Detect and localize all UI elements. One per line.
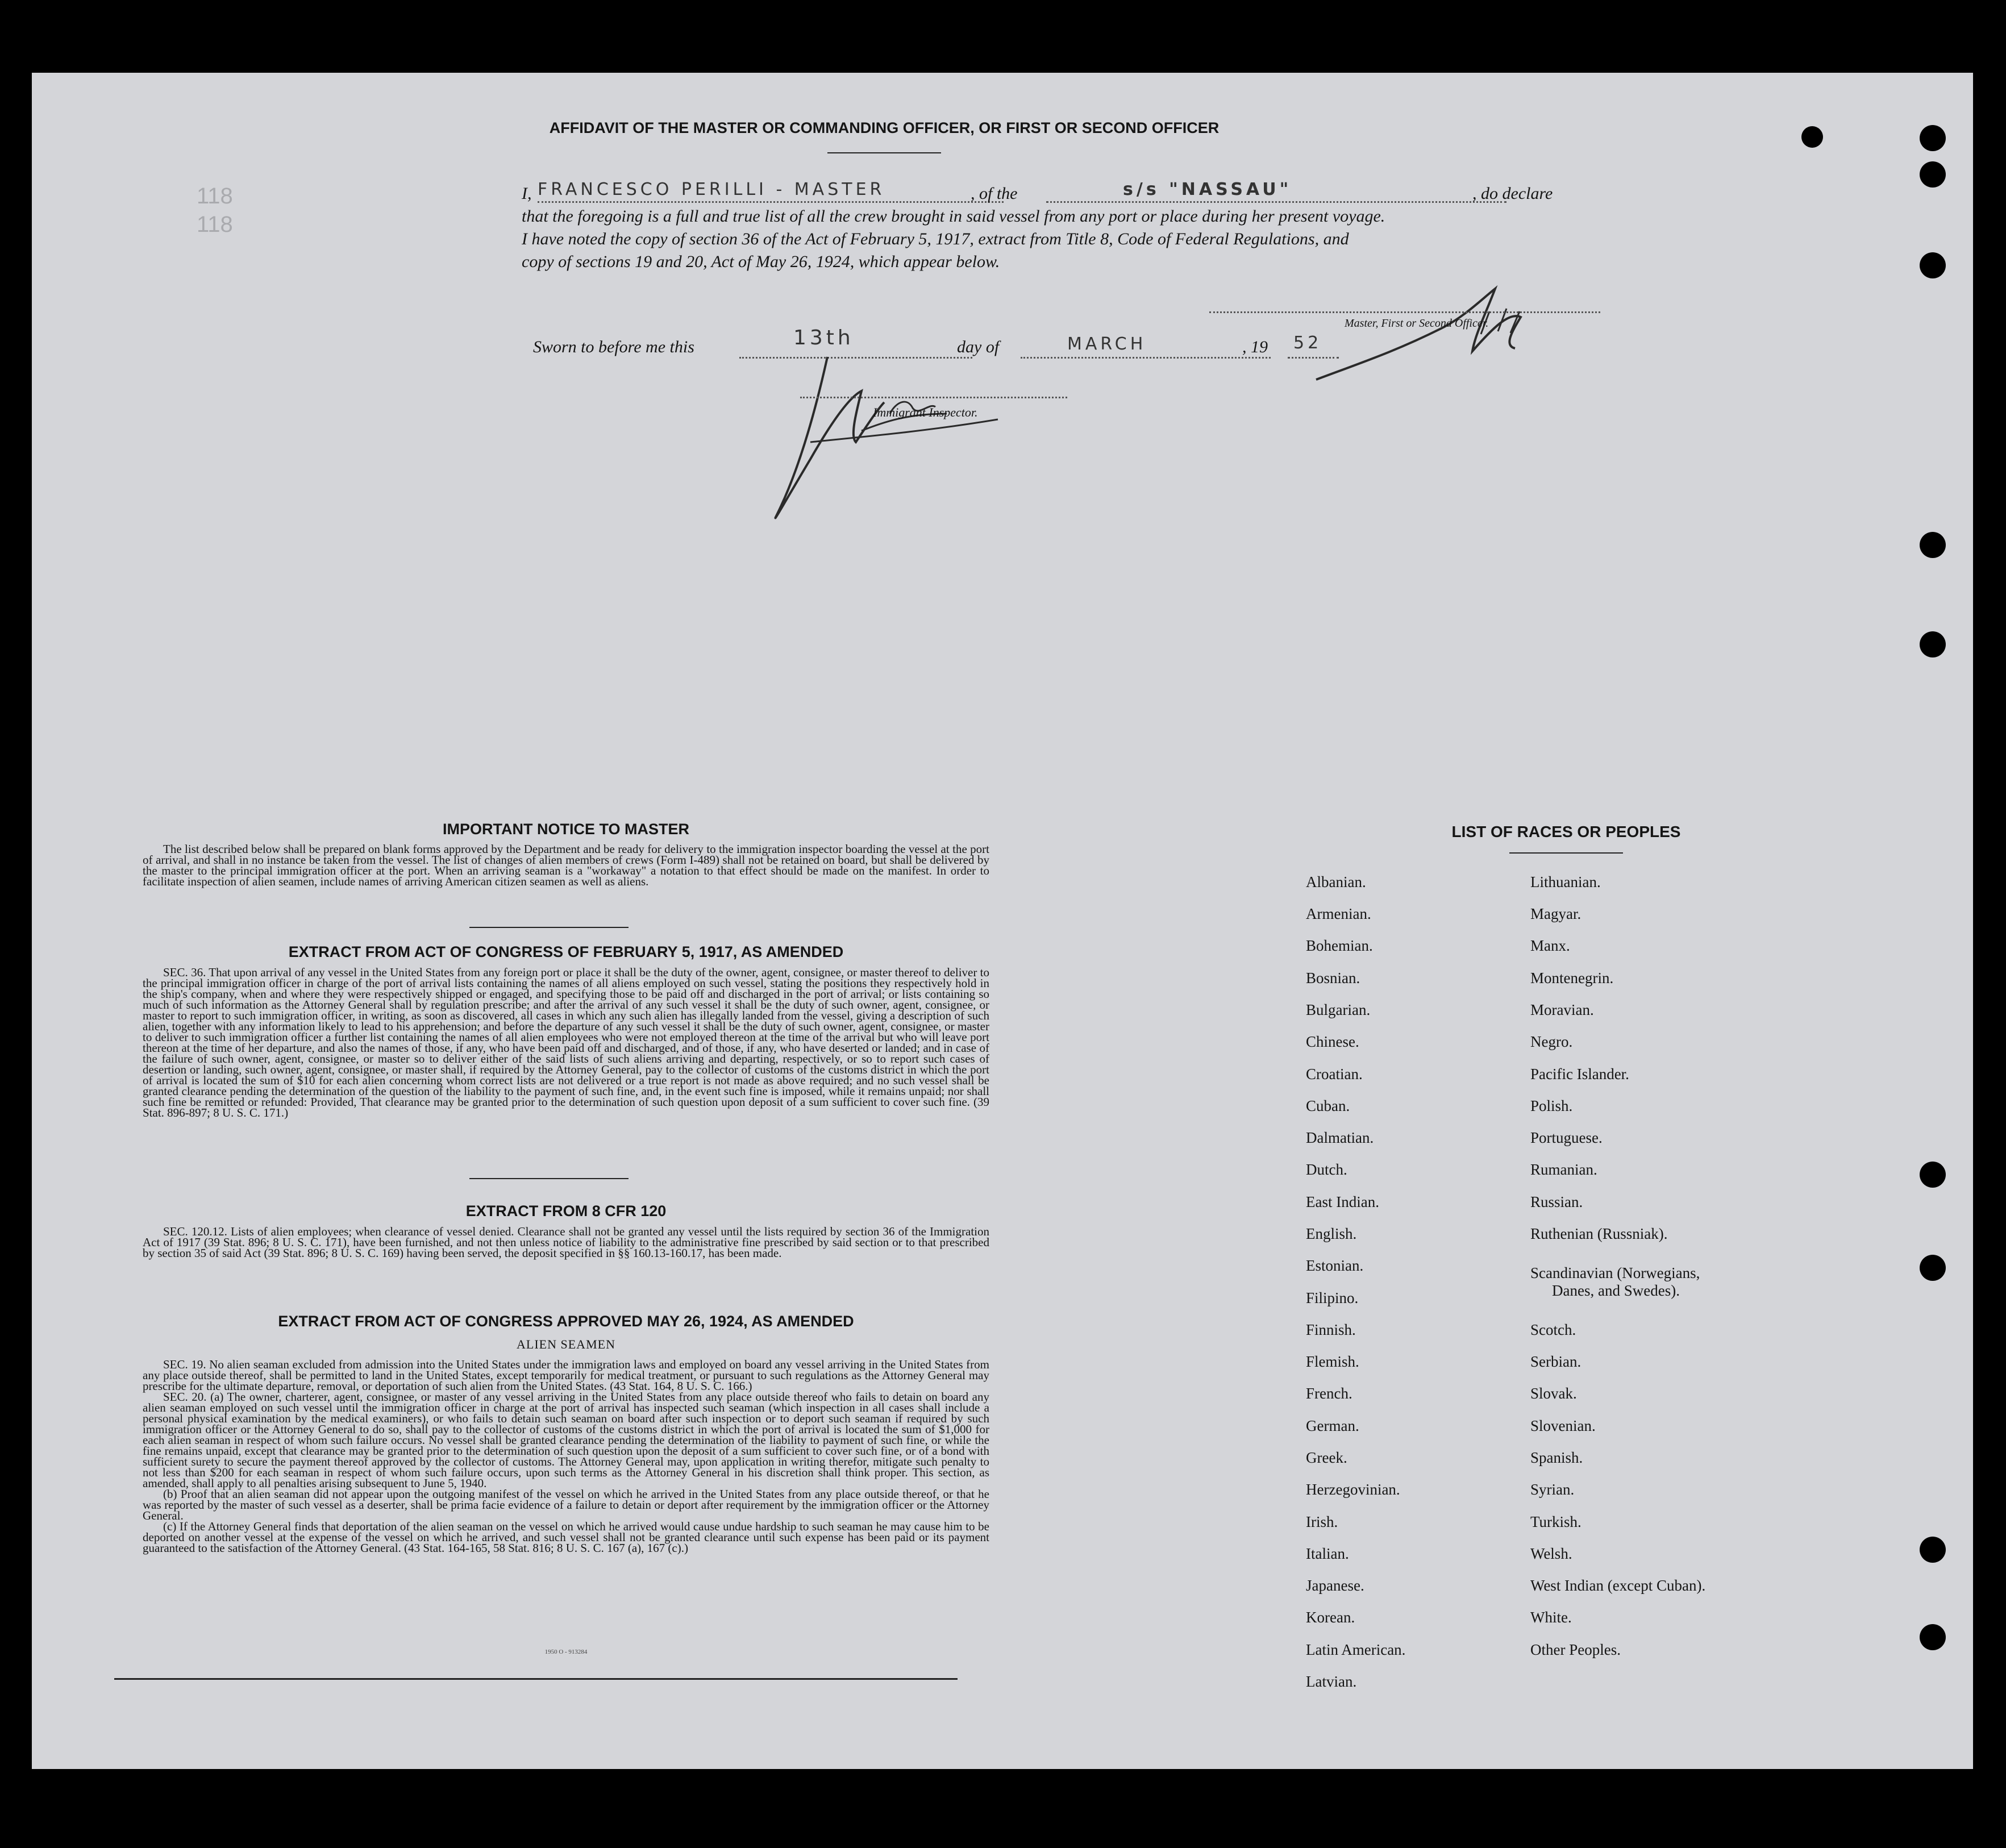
race-item: English.: [1306, 1225, 1357, 1242]
race-item: Japanese.: [1306, 1577, 1364, 1594]
extract-1924-text: [143, 1359, 989, 1554]
race-item: Latin American.: [1306, 1641, 1406, 1658]
year-prefix: , 19: [1242, 338, 1268, 356]
race-item: Ruthenian (Russniak).: [1530, 1225, 1668, 1242]
punch-hole: [1920, 1624, 1946, 1650]
races-title: LIST OF RACES OR PEOPLES: [1451, 823, 1681, 840]
race-item: Scotch.: [1530, 1321, 1576, 1338]
punch-hole: [1920, 125, 1946, 151]
race-item: Russian.: [1530, 1193, 1583, 1210]
bottom-rule: [114, 1678, 958, 1680]
race-item: White.: [1530, 1609, 1572, 1626]
master-name: FRANCESCO PERILLI - MASTER: [538, 180, 885, 199]
race-item: Negro.: [1530, 1033, 1573, 1050]
print-code: 1950 O - 913284: [544, 1649, 588, 1655]
race-item: Danes, and Swedes).: [1552, 1282, 1680, 1299]
punch-hole: [1920, 1537, 1946, 1563]
race-item: Bohemian.: [1306, 937, 1373, 954]
race-item: Flemish.: [1306, 1353, 1359, 1370]
title-underline: [827, 152, 941, 153]
inspector-caption: Immigrant Inspector.: [873, 405, 978, 419]
section-20b-paragraph: (b) Proof that an alien seaman did not appear upon the outgoing manifest of the vessel on which he arrived in the United States from any place outside thereof, or that he was reported by the master of such vessel as a deserter, shall be prima facie evidence of a failure to detain or deport after requirement by the immigration officer or the Attorney General.: [143, 1487, 989, 1522]
sworn-month: MARCH: [1067, 334, 1147, 354]
races-title-underline: [1509, 852, 1623, 854]
race-item: Turkish.: [1530, 1513, 1582, 1530]
race-item: Latvian.: [1306, 1673, 1357, 1690]
sworn-label: Sworn to before me this: [533, 338, 694, 356]
race-item: Croatian.: [1306, 1065, 1363, 1083]
year-suffix: 52: [1293, 333, 1322, 353]
punch-hole: [1920, 631, 1946, 657]
race-item: Manx.: [1530, 937, 1570, 954]
sworn-month-line: [1021, 357, 1271, 359]
bleed-through-mark: 118: [197, 184, 233, 209]
race-item: Spanish.: [1530, 1449, 1583, 1466]
race-item: Albanian.: [1306, 873, 1366, 890]
sworn-day: 13th: [793, 326, 854, 349]
extract-1924-title: EXTRACT FROM ACT OF CONGRESS APPROVED MAY 26, 1924, AS AMENDED: [278, 1313, 854, 1330]
race-item: Dutch.: [1306, 1161, 1347, 1178]
punch-hole: [1920, 252, 1946, 278]
affidavit-line-4: copy of sections 19 and 20, Act of May 26, 1924, which appear below.: [522, 252, 1000, 271]
extract-1917-text: [143, 967, 989, 1118]
section-20c-paragraph: (c) If the Attorney General finds that deportation of the alien seaman on the vessel on which he arrived would cause undue hardship to such seaman he may cause him to be deported on another vessel at the expense of the vessel on which he arrived, and such vessel shall not be granted clearance until such expense has been paid or its payment guaranteed to the satisfaction of the Attorney General. (43 Stat. 164-165, 58 Stat. 816; 8 U. S. C. 167 (a), 167 (c).): [143, 1520, 989, 1555]
race-item: West Indian (except Cuban).: [1530, 1577, 1706, 1594]
race-item: Serbian.: [1530, 1353, 1582, 1370]
race-item: Chinese.: [1306, 1033, 1359, 1050]
race-item: German.: [1306, 1417, 1359, 1434]
punch-hole: [1801, 126, 1823, 148]
race-item: Magyar.: [1530, 905, 1582, 922]
race-item: Armenian.: [1306, 905, 1371, 922]
race-item: Korean.: [1306, 1609, 1355, 1626]
race-item: Rumanian.: [1530, 1161, 1597, 1178]
race-item: Herzegovinian.: [1306, 1481, 1400, 1498]
affidavit-line-3: I have noted the copy of section 36 of the Act of February 5, 1917, extract from Title 8, Code of Federal Regulations, and: [522, 230, 1349, 248]
inspector-signature: [742, 340, 1038, 533]
notice-text: [143, 844, 989, 887]
race-item: Italian.: [1306, 1545, 1349, 1562]
race-item: Pacific Islander.: [1530, 1065, 1629, 1083]
punch-hole: [1920, 161, 1946, 188]
section-120-paragraph: SEC. 120.12. Lists of alien employees; when clearance of vessel denied. Clearance shall not be granted any vessel until the lists required by section 36 of the Immigration Act of 1917 (39 Stat. 896; 8 U. S. C. 171), have been furnished, and not then unless notice of liability to the administrative fine prescribed by said section or to that prescribed by section 35 of said Act (39 Stat. 896; 8 U. S. C. 169) having been served, the deposit specified in §§ 160.13-160.17, has been made.: [143, 1225, 989, 1260]
race-item: Bulgarian.: [1306, 1001, 1371, 1018]
of-the-label: , of the: [971, 184, 1018, 203]
race-item: Greek.: [1306, 1449, 1347, 1466]
cfr-title: EXTRACT FROM 8 CFR 120: [465, 1202, 667, 1219]
notice-title: IMPORTANT NOTICE TO MASTER: [443, 821, 689, 838]
extract-1917-title: EXTRACT FROM ACT OF CONGRESS OF FEBRUARY 5, 1917, AS AMENDED: [288, 943, 844, 960]
master-name-line: [538, 201, 1004, 203]
divider-1: [469, 927, 629, 928]
affidavit-line-2: that the foregoing is a full and true list of all the crew brought in said vessel from any port or place during her present voyage.: [522, 207, 1385, 226]
race-item: Polish.: [1530, 1097, 1573, 1114]
document-page: [32, 73, 1973, 1769]
cfr-text: [143, 1226, 989, 1259]
officer-signature-line: [1209, 311, 1600, 313]
race-item: Moravian.: [1530, 1001, 1594, 1018]
notice-paragraph: The list described below shall be prepared on blank forms approved by the Department and be ready for delivery to the immigration inspector boarding the vessel at the port of arrival, and shall in no instance be taken from the vessel. The list of changes of alien members of crews (Form I-489) shall not be retained on board, but shall be delivered by the master to the principal immigration officer at the port. When an arriving seaman is a "workaway" a notation to that effect should be made on the manifest. In order to facilitate inspection of alien seamen, include names of arriving American citizen seamen as well as aliens.: [143, 842, 989, 888]
race-item: Other Peoples.: [1530, 1641, 1621, 1658]
punch-hole: [1920, 1255, 1946, 1281]
race-item: Filipino.: [1306, 1289, 1359, 1306]
race-item: Irish.: [1306, 1513, 1338, 1530]
section-20a-paragraph: SEC. 20. (a) The owner, charterer, agent, consignee, or master of any vessel arriving in the United States from any place outside thereof who fails to detain on board any alien seaman employed on such vessel until the immigration officer in charge at the port of arrival has inspected such seaman (which inspection in all cases shall include a personal physical examination by the medical examiners), or who fails to detain such seaman on board after such inspection or to deport such seaman if required by such immigration officer or the Attorney General to do so, shall pay to the collector of customs of the customs district in which the port of arrival is located the sum of $1,000 for each alien seaman in respect of whom such failure occurs. No vessel shall be granted clearance pending the determination of the liability to payment of such fine, or while the fine remains unpaid, except that clearance may be granted prior to the determination of such question upon the deposit of a sum sufficient to cover such fine, or of a bond with sufficient surety to secure the payment thereof approved by the collector of customs. The Attorney General may, upon application in writing therefor, mitigate such penalty to not less than $200 for each seaman in respect of whom such failure occurs, upon such terms as the Attorney General in his discretion shall think proper. This section, as amended, shall apply to all penalties arising subsequent to June 5, 1940.: [143, 1390, 989, 1490]
race-item: East Indian.: [1306, 1193, 1379, 1210]
race-item: Cuban.: [1306, 1097, 1350, 1114]
section-19-paragraph: SEC. 19. No alien seaman excluded from admission into the United States under the immigration laws and employed on board any vessel arriving in the United States from any place outside thereof, shall be permitted to land in the United States, except temporarily for medical treatment, or pursuant to such regulations as the Attorney General may prescribe for the ultimate departure, removal, or deportation of such alien from the United States. (43 Stat. 164, 8 U. S. C. 166.): [143, 1358, 989, 1393]
section-36-paragraph: SEC. 36. That upon arrival of any vessel in the United States from any foreign port or place it shall be the duty of the owner, agent, consignee, or master thereof to deliver to the principal immigration officer in charge of the port of arrival lists containing the names of all aliens employed on such vessel, stating the positions they respectively hold in the ship's company, when and where they were respectively shipped or engaged, and specifying those to be paid off and discharged in the port of arrival; or lists containing so much of such information as the Attorney General shall by regulation prescribe; and after the arrival of any such vessel it shall be the duty of such owner, agent, consignee, or master to report to such immigration officer, in writing, as soon as discovered, all cases in which any such alien has illegally landed from the vessel, giving a description of such alien, together with any information likely to lead to his apprehension; and before the departure of any such vessel it shall be the duty of such owner, agent, consignee, or master to deliver to such immigration officer a further list containing the names of all alien employees who were not employed thereon at the time of the arrival but who will leave port thereon at the time of her departure, and also the names of those, if any, who have been paid off and discharged, and of those, if any, who have deserted or landed; and in case of the failure of such owner, agent, consignee, or master so to deliver either of the said lists of such aliens arriving and departing, respectively, or so to report such cases of desertion or landing, such owner, agent, consignee, or master shall, if required by the Attorney General, pay to the collector of customs of the customs district in which the port of arrival is located the sum of $10 for each alien concerning whom correct lists are not delivered or a true report is not made as above required; and no such vessel shall be granted clearance pending the determination of the question of the liability to the payment of such fine, and, in the event such fine is imposed, while it remains unpaid; nor shall such fine be remitted or refunded: Provided, That clearance may be granted prior to the determination of such question upon deposit of a sum sufficient to cover such fine. (39 Stat. 896-897; 8 U. S. C. 171.): [143, 965, 989, 1119]
day-of-label: day of: [957, 338, 1000, 356]
race-item: Finnish.: [1306, 1321, 1356, 1338]
race-item: Bosnian.: [1306, 969, 1360, 987]
year-line: [1288, 357, 1339, 359]
affidavit-i-label: I,: [522, 184, 532, 203]
race-item: Syrian.: [1530, 1481, 1575, 1498]
officer-signature: [1293, 277, 1612, 397]
officer-caption: Master, First or Second Officer.: [1345, 317, 1489, 330]
divider-2: [469, 1178, 629, 1179]
race-item: Estonian.: [1306, 1257, 1364, 1274]
vessel-name: s/s "NASSAU": [1123, 180, 1292, 199]
affidavit-title: AFFIDAVIT OF THE MASTER OR COMMANDING OFFICER, OR FIRST OR SECOND OFFICER: [549, 119, 1220, 136]
race-item: Lithuanian.: [1530, 873, 1601, 890]
race-item: Slovenian.: [1530, 1417, 1596, 1434]
race-item: Scandinavian (Norwegians,: [1530, 1264, 1700, 1281]
inspector-signature-line: [800, 397, 1067, 398]
punch-hole: [1920, 532, 1946, 558]
bleed-through-mark: 118: [197, 212, 233, 237]
race-item: Portuguese.: [1530, 1129, 1603, 1146]
race-item: French.: [1306, 1385, 1352, 1402]
punch-hole: [1920, 1162, 1946, 1188]
race-item: Dalmatian.: [1306, 1129, 1374, 1146]
do-declare-label: , do declare: [1472, 184, 1553, 203]
race-item: Welsh.: [1530, 1545, 1572, 1562]
race-item: Montenegrin.: [1530, 969, 1614, 987]
race-item: Slovak.: [1530, 1385, 1577, 1402]
alien-seamen-subtitle: ALIEN SEAMEN: [517, 1337, 615, 1351]
vessel-name-line: [1046, 201, 1506, 203]
